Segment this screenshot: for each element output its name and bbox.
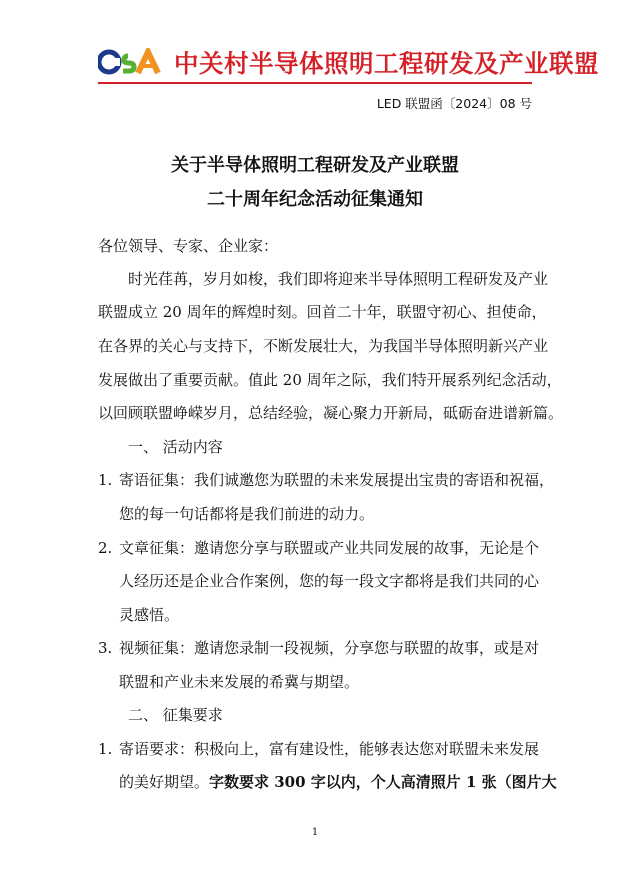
- org-name: 中关村半导体照明工程研发及产业联盟: [174, 48, 599, 78]
- list-number: 1.: [98, 740, 113, 758]
- list-item-line: 文章征集：邀请您分享与联盟或产业共同发展的故事，无论是个: [119, 539, 540, 557]
- document-number: LED 联盟函〔2024〕08 号: [376, 96, 532, 111]
- section-heading: 一、 活动内容: [128, 438, 223, 456]
- list-number: 1.: [98, 471, 113, 489]
- section-heading: 二、 征集要求: [128, 706, 223, 724]
- list-number: 2.: [98, 539, 113, 557]
- list-item-line: 人经历还是企业合作案例，您的每一段文字都将是我们共同的心: [119, 572, 540, 590]
- intro-line: 在各界的关心与支持下，不断发展壮大，为我国半导体照明新兴产业: [98, 337, 549, 355]
- intro-line: 联盟成立 20 周年的辉煌时刻。回首二十年，联盟守初心、担使命，: [98, 303, 547, 321]
- list-item-line: 视频征集：邀请您录制一段视频，分享您与联盟的故事，或是对: [119, 639, 540, 657]
- list-item-line: 寄语征集：我们诚邀您为联盟的未来发展提出宝贵的寄语和祝福，: [119, 471, 555, 489]
- list-number: 3.: [98, 639, 113, 657]
- list-item-line: 您的每一句话都将是我们前进的动力。: [119, 505, 375, 523]
- requirement-bold-text: 字数要求 300 字以内，个人高清照片 1 张（图片大: [209, 773, 557, 791]
- intro-line: 以回顾联盟峥嵘岁月，总结经验，凝心聚力开新局，砥砺奋进谱新篇。: [98, 404, 564, 422]
- list-item-line: 灵感悟。: [119, 606, 180, 624]
- title-line-2: 二十周年纪念活动征集通知: [207, 189, 423, 210]
- page-number: 1: [311, 827, 319, 838]
- intro-line: 发展做出了重要贡献。值此 20 周年之际，我们特开展系列纪念活动，: [98, 371, 562, 389]
- intro-line: 时光荏苒，岁月如梭，我们即将迎来半导体照明工程研发及产业: [128, 270, 549, 288]
- list-item-line: 联盟和产业未来发展的希冀与期望。: [119, 673, 360, 691]
- list-item-line: [119, 772, 557, 792]
- letterhead-rule: [98, 82, 532, 84]
- requirement-text: 的美好期望。: [119, 773, 210, 791]
- csa-logo: [98, 48, 164, 76]
- list-item-line: 寄语要求：积极向上，富有建设性，能够表达您对联盟未来发展: [119, 740, 540, 758]
- title-line-1: 关于半导体照明工程研发及产业联盟: [171, 155, 459, 176]
- letterhead: [98, 42, 599, 82]
- salutation: 各位领导、专家、企业家：: [98, 237, 279, 255]
